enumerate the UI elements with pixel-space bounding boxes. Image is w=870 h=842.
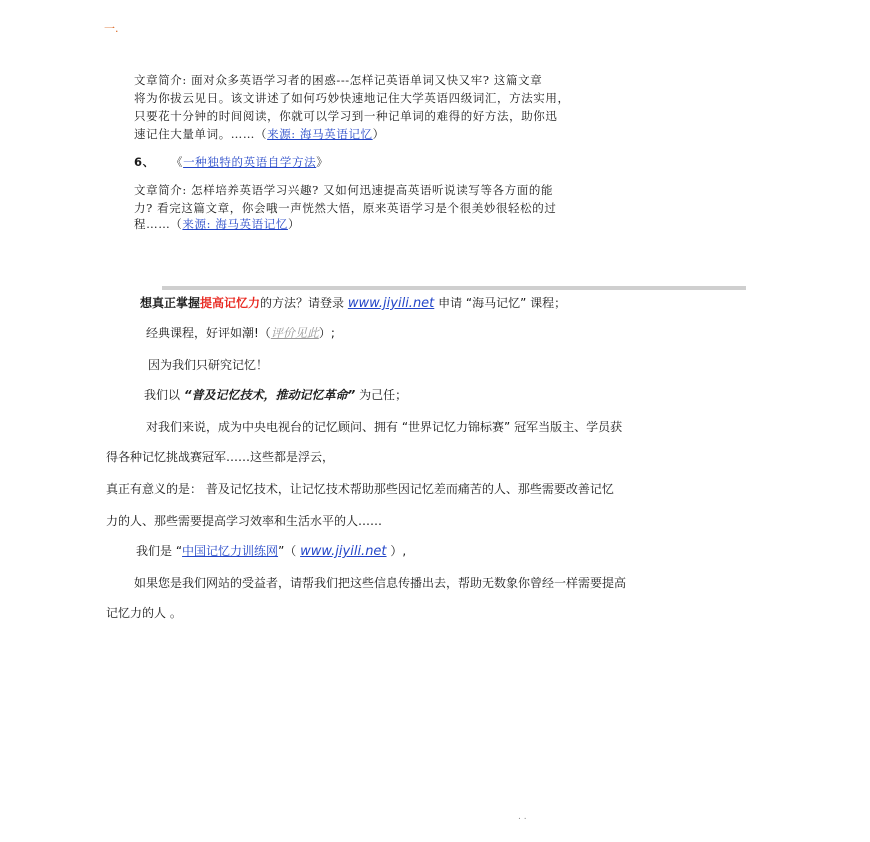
promo-p1-red: 提高记忆力 bbox=[200, 296, 261, 310]
promo-line2 bbox=[146, 324, 335, 341]
article6-source-link[interactable]: 来源: 海马英语记忆 bbox=[182, 217, 288, 231]
article6-open-quote: 《 bbox=[170, 155, 184, 169]
promo-p4-a: 我们以 bbox=[144, 388, 184, 402]
promo-p4-b: 为己任； bbox=[355, 388, 408, 402]
site-name-link[interactable]: 中国记忆力训练网 bbox=[182, 544, 279, 558]
promo-p1-a: 想真正掌握 bbox=[140, 296, 201, 310]
article6-close-quote: 》 bbox=[316, 155, 329, 169]
review-link[interactable]: 评价见此 bbox=[270, 326, 319, 340]
promo-p2-a: 经典课程，好评如潮!（ bbox=[146, 326, 271, 340]
article6-line3-prefix: 程……（ bbox=[134, 217, 183, 231]
promo-p4-italic: “普及记忆技术，推动记忆革命” bbox=[183, 388, 356, 402]
article6-heading bbox=[134, 154, 328, 170]
article5-source-link[interactable]: 来源: 海马英语记忆 bbox=[267, 127, 373, 141]
promo-p8-line2: 记忆力的人 。 bbox=[106, 606, 182, 620]
promo-line3: 因为我们只研究记忆！ bbox=[148, 358, 269, 372]
promo-p5-line2: 得各种记忆挑战赛冠军……这些都是浮云， bbox=[106, 450, 335, 464]
promo-p6-line2: 力的人、那些需要提高学习效率和生活水平的人…… bbox=[106, 514, 383, 528]
promo-line7 bbox=[136, 542, 406, 559]
promo-p7-c: ）, bbox=[386, 544, 407, 558]
promo-p8-line1: 如果您是我们网站的受益者，请帮我们把这些信息传播出去，帮助无数象你曾经一样需要提高 bbox=[134, 576, 627, 590]
promo-p5-line1: 对我们来说，成为中央电视台的记忆顾问、拥有 “世界记忆力锦标赛” 冠军当版主、学员获 bbox=[146, 420, 623, 434]
top-mark: 一. bbox=[104, 22, 119, 35]
promo-p1-b: 的方法？请登录 bbox=[260, 296, 348, 310]
promo-line1 bbox=[140, 294, 566, 311]
article5-line4-suffix: ） bbox=[372, 127, 385, 141]
article6-line3-suffix: ） bbox=[287, 217, 301, 231]
article5-line4-prefix: 速记住大量单词。……（ bbox=[134, 127, 268, 141]
article5-line1: 文章简介: 面对众多英语学习者的困惑---怎样记英语单词又快又牢? 这篇文章 bbox=[134, 73, 543, 87]
article5-line2: 将为你拔云见日。该文讲述了如何巧妙快速地记住大学英语四级词汇，方法实用， bbox=[134, 91, 570, 105]
article5-line4 bbox=[134, 126, 385, 142]
article5-line3: 只要花十分钟的时间阅读，你就可以学习到一种记单词的难得的好方法，助你迅 bbox=[134, 109, 558, 123]
site-url-link[interactable]: www.jiyili.net bbox=[300, 544, 387, 559]
promo-p7-a: 我们是 “ bbox=[136, 544, 183, 558]
promo-p6-line1: 真正有意义的是： 普及记忆技术，让记忆技术帮助那些因记忆差而痛苦的人、那些需要改善记忆 bbox=[106, 482, 614, 496]
article6-line2: 力? 看完这篇文章，你会哦一声恍然大悟，原来英语学习是个很美妙很轻松的过 bbox=[134, 201, 557, 215]
promo-site-link[interactable]: www.jiyili.net bbox=[347, 296, 435, 311]
article6-line3 bbox=[134, 216, 300, 232]
footer-dots: . . bbox=[518, 812, 527, 822]
section-divider bbox=[162, 286, 746, 290]
article6-number: 6、 bbox=[134, 155, 155, 169]
promo-p7-b: ”（ bbox=[278, 544, 301, 558]
promo-p1-c: 申请 “海马记忆” 课程； bbox=[434, 296, 567, 310]
promo-p2-b: ）; bbox=[318, 326, 335, 340]
article6-title-link[interactable]: 一种独特的英语自学方法 bbox=[183, 155, 317, 169]
article6-line1: 文章简介: 怎样培养英语学习兴趣? 又如何迅速提高英语听说读写等各方面的能 bbox=[134, 183, 554, 197]
promo-line4 bbox=[144, 386, 407, 403]
